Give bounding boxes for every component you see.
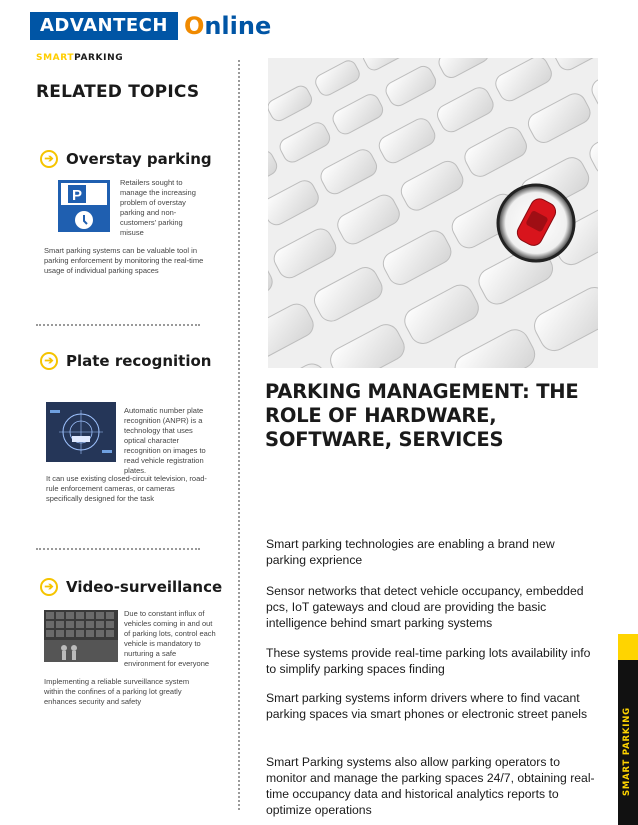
- arrow-circle-icon: ➔: [40, 150, 58, 168]
- logo-brand: ADVANTECH: [30, 12, 178, 40]
- topic-video-title[interactable]: [40, 578, 222, 596]
- column-divider: [238, 60, 240, 810]
- paragraph: Smart Parking systems also allow parking operators to monitor and manage the parking spaces 24/7, obtaining real-time occupancy data and historical analytics reports to optimize operations: [266, 755, 595, 817]
- article-headline: PARKING MANAGEMENT: THE ROLE OF HARDWARE, SOFTWARE, SERVICES: [265, 380, 579, 451]
- paragraph: Sensor networks that detect vehicle occupancy, embedded pcs, IoT gateways and cloud are providing the basic intelligence behind smart parking systems: [266, 584, 584, 630]
- arrow-circle-icon: ➔: [40, 578, 58, 596]
- topic-title-label: Plate recognition: [66, 352, 212, 370]
- cars-hero-image: [268, 58, 598, 368]
- side-tab: [618, 634, 638, 825]
- plate-recognition-image: [46, 402, 116, 462]
- topic-divider: [36, 548, 200, 550]
- topic-title-label: Overstay parking: [66, 150, 212, 168]
- paragraph: These systems provide real-time parking lots availability info to simplify parking spaces finding: [266, 646, 591, 676]
- topic-overstay-title[interactable]: [40, 150, 212, 168]
- svg-text:P: P: [71, 187, 83, 204]
- logo-online: Online: [183, 12, 272, 40]
- side-tab-label: SMART PARKING: [622, 707, 632, 796]
- topic-plate-title[interactable]: [40, 352, 211, 370]
- topic-bottom-text: Implementing a reliable surveillance system within the confines of a parking lot greatly enhances security and safety: [44, 677, 190, 706]
- topic-title-label: Video-surveillance: [66, 578, 223, 596]
- topic-bottom-text: It can use existing closed-circuit television, road-rule enforcement cameras, or cameras specifically designed for the task: [46, 474, 207, 503]
- side-tab-accent: [618, 634, 638, 660]
- topic-side-text: Due to constant influx of vehicles coming in and out of parking lots, control each vehicle is mandatory to nurturing a safe environment for everyone: [124, 609, 216, 668]
- topic-side-text: Automatic number plate recognition (ANPR) is a technology that uses optical character recognition on images to read vehicle registration plates.: [124, 406, 206, 475]
- topic-bottom-text: Smart parking systems can be valuable tool in parking enforcement by monitoring the real-time usage of individual parking spaces: [44, 246, 204, 275]
- logo-online-rest: nline: [204, 12, 272, 40]
- topic-divider: [36, 324, 200, 326]
- surveillance-image: [44, 610, 118, 662]
- paragraph: Smart parking systems inform drivers where to find vacant parking spaces via smart phones or electronic street panels: [266, 691, 588, 721]
- section-tag: [36, 53, 123, 63]
- related-topics-heading: RELATED TOPICS: [36, 82, 200, 102]
- paragraph: Smart parking technologies are enabling a brand new parking exprience: [266, 537, 555, 567]
- advantech-online-logo: [30, 12, 271, 40]
- parking-sign-icon: [58, 180, 110, 232]
- section-tag-parking: PARKING: [74, 53, 124, 63]
- section-tag-smart: SMART: [36, 53, 75, 63]
- topic-side-text: Retailers sought to manage the increasing problem of overstay parking and non-customers' parking misuse: [120, 178, 196, 237]
- arrow-circle-icon: ➔: [40, 352, 58, 370]
